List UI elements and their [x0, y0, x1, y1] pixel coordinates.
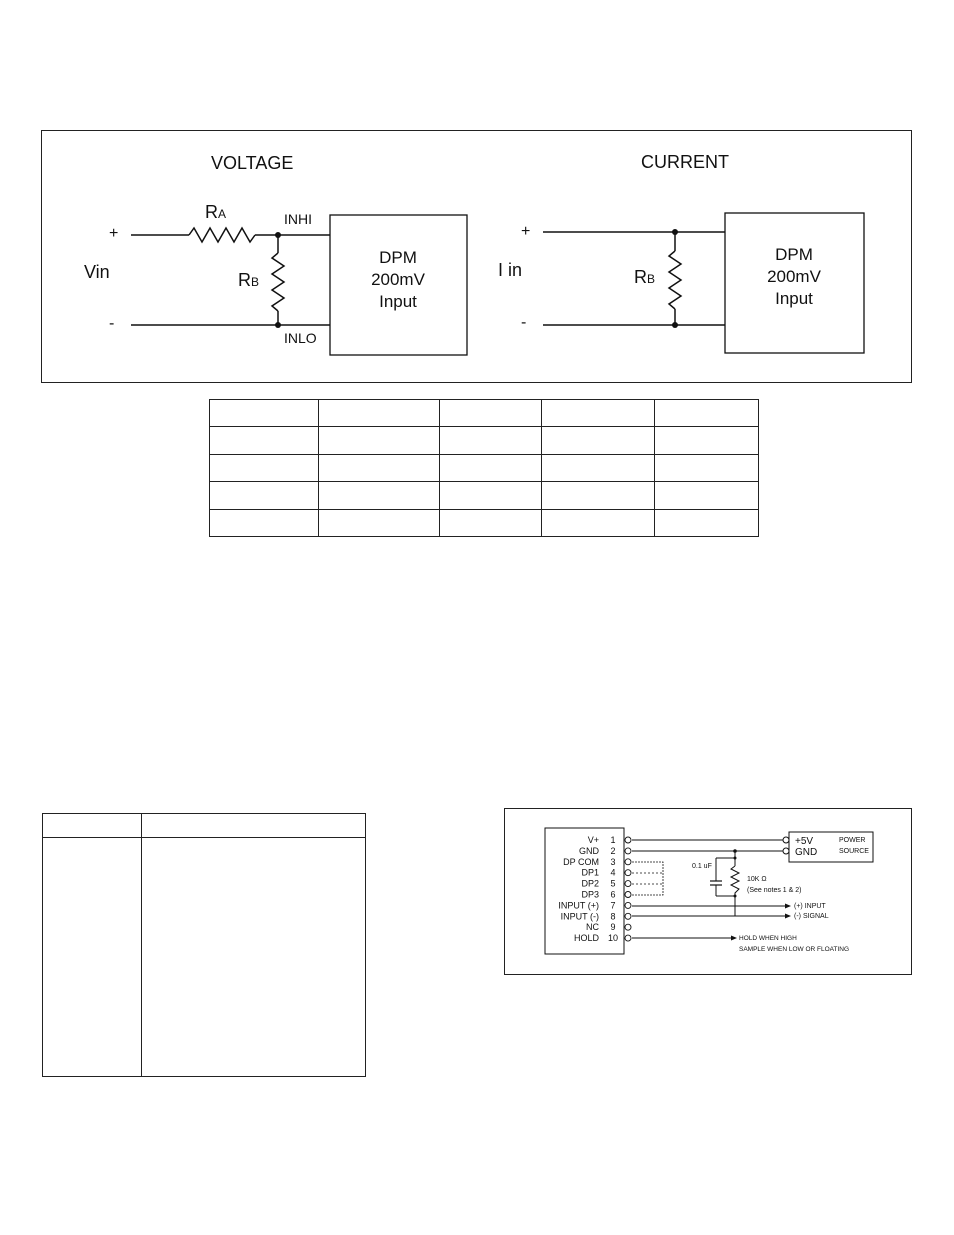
table-cell — [440, 427, 542, 454]
table-row — [210, 427, 759, 454]
junction-cap-top — [734, 857, 737, 860]
pin-rows — [558, 835, 631, 943]
table-cell — [655, 454, 759, 481]
pin-label: HOLD — [573, 933, 599, 944]
current-title: CURRENT — [641, 152, 729, 172]
junction-cap-bottom — [734, 895, 737, 898]
table-cell — [542, 509, 655, 536]
hold-arrow-icon — [731, 936, 737, 941]
pin-number: 9 — [610, 922, 616, 933]
table-cell — [440, 482, 542, 509]
hold-label-1: HOLD WHEN HIGH — [739, 935, 797, 942]
table-cell — [319, 400, 440, 427]
pin-number: 6 — [610, 889, 616, 900]
table-cell — [319, 454, 440, 481]
pin-terminal — [625, 902, 631, 908]
input-pos-label: (+) INPUT — [794, 903, 826, 910]
input-circuit-figure — [41, 130, 912, 383]
resistor-ra-label: RA — [205, 202, 227, 222]
table-cell — [210, 427, 319, 454]
inlo-label: INLO — [284, 330, 317, 346]
pin-terminal — [625, 859, 631, 865]
table-row — [210, 482, 759, 509]
resistor-10k-label: 10K Ω — [747, 876, 767, 883]
current-plus-label: + — [521, 223, 531, 240]
table-cell — [542, 482, 655, 509]
voltage-junction-bottom — [275, 322, 281, 328]
pin-terminal — [625, 870, 631, 876]
voltage-dpm-line1: DPM — [379, 248, 417, 267]
capacitor-label: 0.1 uF — [692, 863, 712, 870]
voltage-minus-label: - — [109, 315, 115, 332]
table-cell — [655, 509, 759, 536]
pin-terminal — [625, 892, 631, 898]
table-cell — [440, 400, 542, 427]
pin-table-header-divider — [43, 837, 365, 838]
supply-terminal-gnd — [783, 848, 789, 854]
pin-label: INPUT (-) — [560, 911, 599, 922]
table-cell — [210, 509, 319, 536]
table-row — [210, 400, 759, 427]
current-dpm-line1: DPM — [775, 245, 813, 264]
supply-terminal-pos — [783, 837, 789, 843]
junction-gnd — [733, 849, 737, 853]
table-cell — [319, 509, 440, 536]
resistor-value-table — [209, 399, 759, 537]
table-cell — [542, 427, 655, 454]
pin-terminal — [625, 837, 631, 843]
resistor-rb-voltage-label: RB — [238, 270, 260, 290]
dp-com-bridge — [632, 862, 663, 895]
resistor-10k-zigzag — [731, 866, 739, 906]
pin-description-table — [42, 813, 366, 1077]
pin-table-column-divider — [141, 814, 142, 1076]
table-cell — [542, 454, 655, 481]
pin-terminal — [625, 924, 631, 930]
pin-number: 3 — [610, 856, 616, 867]
input-neg-arrow-icon — [785, 914, 791, 919]
pin-label: DP3 — [581, 889, 599, 900]
current-source-label: I in — [498, 260, 523, 280]
pin-number: 7 — [610, 900, 616, 911]
pin-number: 5 — [610, 878, 616, 889]
current-junction-top — [672, 229, 678, 235]
pin-number: 8 — [610, 911, 616, 922]
resistor-rb-voltage-zigzag — [272, 253, 284, 311]
pin-label: DP2 — [581, 878, 599, 889]
table-cell — [440, 454, 542, 481]
pin-label: INPUT (+) — [558, 900, 599, 911]
resistor-note-label: (See notes 1 & 2) — [747, 887, 802, 894]
input-circuit-svg — [42, 131, 913, 384]
current-dpm-line3: Input — [775, 289, 813, 308]
voltage-junction-top — [275, 232, 281, 238]
voltage-title: VOLTAGE — [211, 153, 294, 173]
power-label: POWER — [839, 837, 866, 844]
table-cell — [319, 482, 440, 509]
current-junction-bottom — [672, 322, 678, 328]
connection-diagram-svg — [505, 809, 913, 976]
table-row — [210, 509, 759, 536]
inhi-label: INHI — [284, 211, 312, 227]
table-cell — [655, 400, 759, 427]
current-dpm-line2: 200mV — [767, 267, 821, 286]
table-cell — [319, 427, 440, 454]
table-cell — [210, 400, 319, 427]
resistor-ra-zigzag — [189, 228, 255, 242]
pin-terminal — [625, 913, 631, 919]
source-label: SOURCE — [839, 848, 869, 855]
supply-pos-label: +5V — [795, 836, 814, 847]
input-neg-label: (-) SIGNAL — [794, 913, 829, 920]
pin-terminal — [625, 881, 631, 887]
table-row — [210, 454, 759, 481]
table-cell — [542, 400, 655, 427]
table-cell — [440, 509, 542, 536]
table-cell — [210, 482, 319, 509]
pin-label: DP1 — [581, 867, 599, 878]
resistor-rb-current-zigzag — [669, 251, 681, 309]
table-cell — [655, 427, 759, 454]
pin-label: GND — [579, 845, 599, 856]
pin-label: NC — [586, 922, 599, 933]
table-cell — [655, 482, 759, 509]
pin-number: 1 — [610, 835, 616, 845]
pin-number: 4 — [610, 867, 616, 878]
pin-terminal — [625, 935, 631, 941]
pin-number: 10 — [607, 933, 619, 944]
supply-gnd-label: GND — [795, 847, 818, 858]
connection-diagram — [504, 808, 912, 975]
voltage-dpm-line3: Input — [379, 292, 417, 311]
table-cell — [210, 454, 319, 481]
pin-label: DP COM — [563, 856, 599, 867]
pin-number: 2 — [610, 845, 616, 856]
pin-label: V+ — [587, 835, 599, 845]
voltage-plus-label: + — [109, 225, 119, 242]
input-pos-arrow-icon — [785, 904, 791, 909]
current-minus-label: - — [521, 314, 527, 331]
pin-terminal — [625, 848, 631, 854]
resistor-rb-current-label: RB — [634, 267, 656, 287]
voltage-source-label: Vin — [84, 262, 110, 282]
voltage-dpm-line2: 200mV — [371, 270, 425, 289]
hold-label-2: SAMPLE WHEN LOW OR FLOATING — [739, 946, 850, 953]
